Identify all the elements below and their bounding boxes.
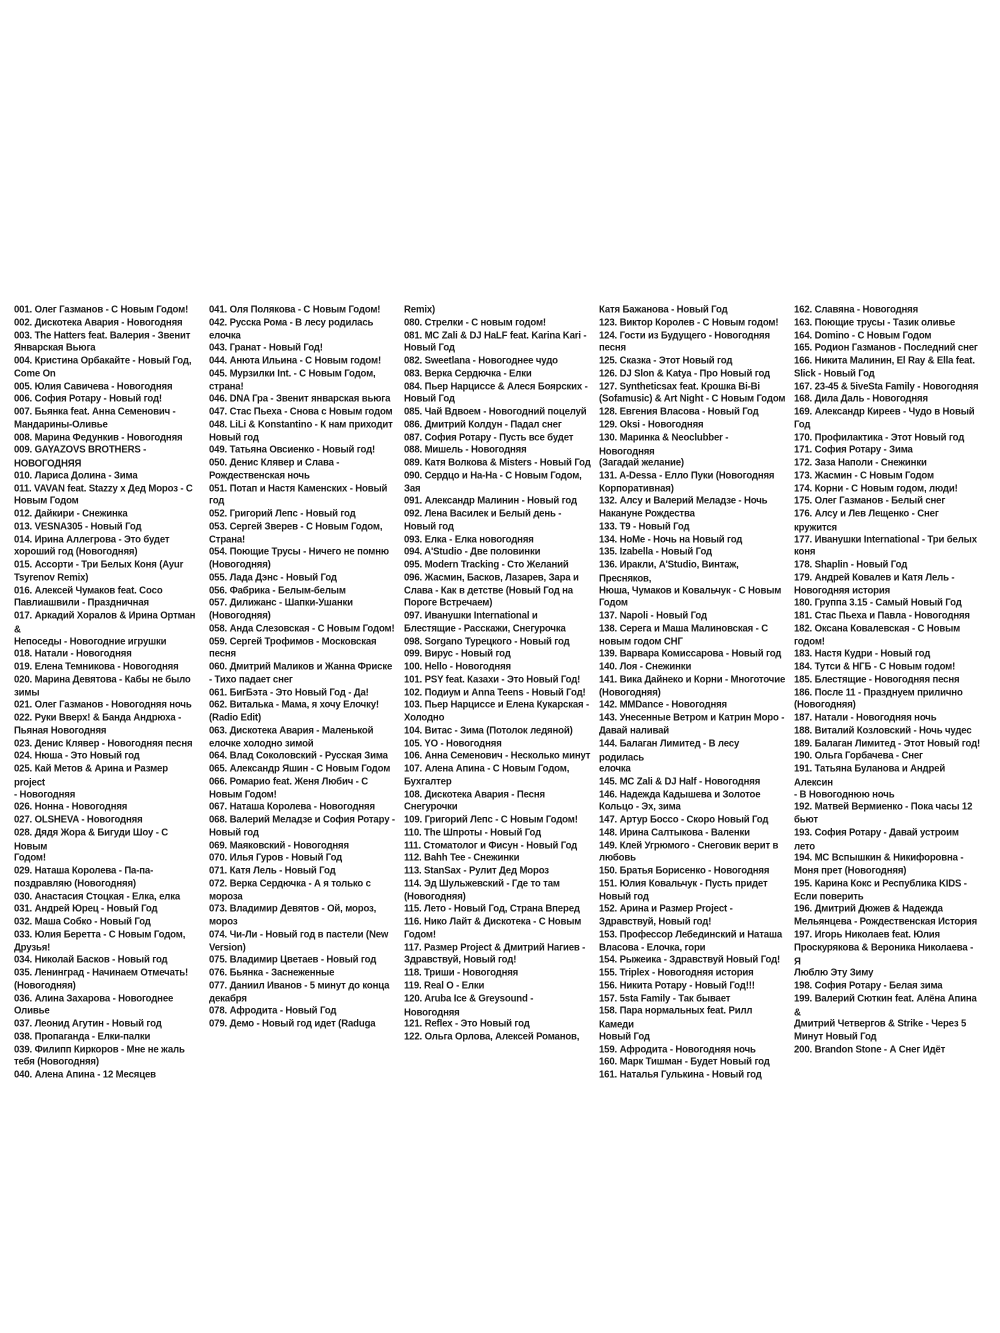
track-line: 098. Sorgano Турецкого - Новый год [404, 635, 570, 648]
tracklist-column-2 [209, 304, 396, 1039]
track-line: 088. Мишель - Новогодняя [404, 444, 527, 457]
track-line: 193. София Ротару - Давай устроим лето [794, 826, 959, 853]
track-line: 173. Жасмин - С Новым Годом [794, 469, 934, 482]
track-line: Кольцо - Эх, зима [599, 801, 681, 814]
track-line: 122. Ольга Орлова, Алексей Романов, [404, 1030, 580, 1043]
track-line: 037. Леонид Агутин - Новый год [14, 1018, 162, 1030]
track-line: (Загадай желание) [599, 457, 684, 469]
track-line: 121. Reflex - Это Новый год [404, 1018, 530, 1030]
track-line: 049. Татьяна Овсиенко - Новый год! [209, 444, 376, 457]
track-line: 127. Syntheticsax feat. Крошка Bi-Bi [599, 380, 760, 393]
track-line: 075. Владимир Цветаев - Новый год [209, 954, 377, 967]
track-line: 170. Профилактика - Этот Новый год [794, 431, 965, 444]
track-line: 120. Aruba Ice & Greysound - Новогодняя [404, 992, 534, 1019]
track-line: страна! [209, 380, 244, 393]
track-line: годом! [794, 635, 825, 648]
track-line: 070. Илья Гуров - Новый Год [209, 852, 343, 865]
track-line: 044. Анюта Ильина - С Новым годом! [209, 355, 382, 367]
track-line: 169. Александр Киреев - Чудо в Новый [794, 406, 975, 418]
track-line: 152. Арина и Размер Project - [599, 903, 733, 916]
track-line: Слава - Как в детстве (Новый Год на [404, 584, 573, 597]
track-line: 084. Пьер Нарциссе & Алеся Боярских - [404, 380, 588, 393]
track-line: Новый год [209, 826, 259, 839]
track-line: 074. Чи-Ли - Новый год в пастели (New [209, 928, 389, 941]
track-line: 085. Чай Вдвоем - Новогодний поцелуй [404, 406, 587, 418]
track-line: новым годом СНГ [599, 635, 683, 648]
track-line: 176. Алсу и Лев Лещенко - Снег кружится [794, 508, 939, 534]
track-line: 035. Ленинград - Начинаем Отмечать! [14, 967, 189, 979]
track-line: 064. Влад Соколовский - Русская Зима [209, 750, 388, 763]
track-line: 103. Пьер Нарциссе и Елена Кукарская - [404, 699, 590, 712]
track-line: 042. Русска Рома - В лесу родилась [209, 316, 374, 329]
track-line: мороза [209, 890, 243, 903]
track-line: Бухгалтер [404, 775, 452, 788]
track-line: 017. Аркадий Хоралов & Ирина Ортман & [14, 610, 196, 636]
track-line: 066. Ромарио feat. Женя Любич - С [209, 775, 368, 788]
track-line: 130. Маринка & Neoclubber - Новогодняя [599, 431, 729, 458]
track-line: 112. Bahh Tee - Снежинки [404, 852, 520, 865]
track-line: Люблю Эту Зиму [794, 967, 874, 979]
track-line: 094. A'Studio - Две половинки [404, 546, 541, 559]
track-line: 057. Дилижанс - Шапки-Ушанки [209, 597, 353, 610]
track-line: 185. Блестящие - Новогодняя песня [794, 673, 960, 686]
track-line: 118. Триши - Новогодняя [404, 967, 519, 979]
track-line: 187. Натали - Новогодняя ночь [794, 712, 937, 724]
track-line: Год [794, 418, 811, 431]
track-line: 024. Нюша - Это Новый год [14, 750, 140, 763]
track-line: 125. Сказка - Этот Новый год [599, 355, 733, 367]
track-line: 078. Афродита - Новый Год [209, 1005, 337, 1018]
track-line: 128. Евгения Власова - Новый Год [599, 406, 759, 418]
track-line: 184. Тутси & НГБ - С Новым годом! [794, 661, 956, 673]
track-line: 138. Серега и Маша Малиновская - С [599, 622, 768, 635]
track-line: 163. Поющие трусы - Тазик оливье [794, 316, 956, 329]
track-line: Годом! [404, 928, 436, 941]
track-line: 156. Никита Ротару - Новый Год!!! [599, 979, 755, 992]
track-line: 198. София Ротару - Белая зима [794, 979, 943, 992]
track-line: Новый год [209, 431, 259, 444]
tracklist-column-4 [599, 304, 786, 1081]
track-line: 003. The Hatters feat. Валерия - Звенит [14, 329, 191, 342]
track-line: (Новогодняя) [209, 559, 271, 571]
track-line: 033. Юлия Беретта - С Новым Годом, [14, 928, 186, 941]
track-line: 016. Алексей Чумаков feat. Coco [14, 584, 163, 597]
track-line: мороз [209, 916, 238, 928]
track-line: Новый Год [404, 342, 455, 355]
track-line: коня [794, 546, 816, 559]
track-line: 076. Бьянка - Заснеженные [209, 967, 335, 979]
track-line: 166. Никита Малинин, El Ray & Ella feat. [794, 355, 975, 367]
track-line: 089. Катя Волкова & Misters - Новый Год [404, 457, 591, 469]
track-line: 140. Лоя - Снежинки [599, 661, 692, 673]
track-line: Катя Бажанова - Новый Год [599, 304, 728, 316]
track-line: 015. Ассорти - Три Белых Коня (Ayur [14, 559, 184, 571]
track-line: 062. Виталька - Мама, я хочу Елочку! [209, 699, 379, 712]
track-line: 151. Юлия Ковальчук - Пусть придет [599, 877, 768, 890]
track-line: 158. Пара нормальных feat. Рилл Камеди [599, 1005, 753, 1031]
track-line: 055. Лада Дэнс - Новый Год [209, 571, 337, 584]
track-line: Новогодняя история [794, 584, 891, 597]
track-line: 104. Витас - Зима (Потолок ледяной) [404, 724, 573, 737]
track-line: 073. Владимир Девятов - Ой, мороз, [209, 903, 377, 916]
track-line: Если поверить [794, 890, 864, 903]
track-line: любовь [599, 852, 636, 865]
track-line: 164. Domino - С Новым Годом [794, 329, 932, 342]
track-line: 150. Братья Борисенко - Новогодняя [599, 865, 770, 877]
track-line: 048. LiLi & Konstantino - К нам приходит [209, 418, 393, 431]
track-line: 053. Сергей Зверев - С Новым Годом, [209, 520, 383, 533]
track-line: 192. Матвей Вермиенко - Пока часы 12 [794, 801, 973, 814]
track-line: 186. После 11 - Празднуем прилично [794, 686, 963, 699]
track-line: 188. Виталий Козловский - Ночь чудес [794, 724, 972, 737]
track-line: 014. Ирина Аллегрова - Это будет [14, 533, 170, 546]
track-line: 039. Филипп Киркоров - Мне не жаль [14, 1043, 185, 1056]
track-line: 155. Triplex - Новогодняя история [599, 967, 754, 979]
track-line: 154. Рыжеика - Здравствуй Новый Год! [599, 954, 781, 967]
track-line: 095. Modern Tracking - Сто Желаний [404, 559, 569, 571]
track-line: 052. Григорий Лепс - Новый год [209, 508, 356, 520]
track-line: Блестящие - Расскажи, Снегурочка [404, 622, 566, 635]
track-line: 059. Сергей Трофимов - Московская [209, 635, 377, 648]
track-line: 102. Подиум и Anna Teens - Новый Год! [404, 686, 586, 699]
track-line: 116. Нико Лайт & Дискотека - С Новым [404, 916, 582, 928]
track-line: Моня прет (Новогодняя) [794, 865, 907, 877]
track-line: 060. Дмитрий Маликов и Жанна Фриске [209, 661, 393, 673]
track-line: 001. Олег Газманов - С Новым Годом! [14, 304, 189, 316]
track-line: Новый Год [599, 1030, 650, 1043]
track-line: 191. Татьяна Буланова и Андрей Алексин [794, 763, 946, 789]
track-line: 126. DJ Slon & Katya - Про Новый год [599, 367, 770, 380]
track-line: 109. Григорий Лепс - С Новым Годом! [404, 814, 578, 826]
track-line: 010. Лариса Долина - Зима [14, 469, 138, 482]
track-line: песня [599, 342, 626, 355]
track-line: 045. Мурзилки Int. - С Новым Годом, [209, 367, 376, 380]
track-line: 157. 5sta Family - Так бывает [599, 992, 731, 1005]
track-line: Пьяная Новогодняя [14, 724, 107, 737]
track-line: Власова - Елочка, гори [599, 941, 706, 954]
track-line: Новый год [404, 520, 454, 533]
track-line: 046. DNA Гра - Звенит январская вьюга [209, 393, 391, 406]
track-line: 174. Корни - С Новым годом, люди! [794, 482, 958, 495]
track-line: 105. YO - Новогодняя [404, 737, 502, 750]
track-line: 047. Стас Пьеха - Снова с Новым годом [209, 406, 393, 418]
track-line: Дмитрий Четвергов & Strike - Через 5 [794, 1018, 967, 1030]
track-line: Холодно [404, 712, 445, 724]
track-line: песня [209, 648, 236, 661]
track-line: 199. Валерий Сюткин feat. Алёна Апина & [794, 992, 977, 1019]
track-line: 018. Натали - Новогодняя [14, 648, 132, 661]
track-line: - Тихо падает снег [209, 673, 293, 686]
track-line: 082. Sweetlana - Новогоднее чудо [404, 355, 558, 367]
track-line: 132. Алсу и Валерий Меладзе - Ночь [599, 495, 768, 508]
track-line: 146. Надежда Кадышева и Золотое [599, 788, 761, 801]
track-line: 200. Brandon Stone - А Снег Идёт [794, 1043, 946, 1056]
tracklist-column-3 [404, 304, 591, 1043]
track-line: 137. Napoli - Новый Год [599, 610, 707, 622]
track-line: 038. Пропаганда - Елки-палки [14, 1030, 151, 1043]
track-line: - В Новогоднюю ночь [794, 788, 895, 801]
track-line: 092. Лена Василек и Белый день - [404, 508, 562, 520]
track-line: Страна! [209, 533, 246, 546]
track-line: год [209, 495, 225, 508]
track-line: 101. PSY feat. Казахи - Это Новый Год! [404, 673, 581, 686]
track-line: Remix) [404, 304, 436, 316]
track-line: елочке холодно зимой [209, 737, 314, 750]
track-line: 178. Shaplin - Новый Год [794, 559, 908, 571]
track-line: 136. Иракли, A'Studio, Винтаж, Пресняков, [599, 559, 739, 585]
track-line: 106. Анна Семенович - Несколько минут [404, 750, 591, 763]
track-line: (Новогодняя) [404, 890, 466, 903]
track-line: 135. Izabella - Новый Год [599, 546, 713, 559]
track-line: зимы [14, 686, 40, 699]
track-line: Пороге Встречаем) [404, 597, 493, 610]
track-line: 196. Дмитрий Дюжев & Надежда [794, 903, 943, 916]
track-line: 058. Анда Слезовская - С Новым Годом! [209, 622, 395, 635]
track-line: 097. Иванушки International и [404, 610, 538, 622]
track-line: 107. Алена Апина - С Новым Годом, [404, 763, 570, 775]
track-line: 061. БигБэта - Это Новый Год - Да! [209, 686, 369, 699]
track-line: Новым Годом! [209, 788, 277, 801]
track-line: 110. The Шпроты - Новый Год [404, 826, 542, 839]
track-line: Новый год [599, 890, 649, 903]
track-line: 149. Клей Угрюмого - Снеговик верит в [599, 839, 779, 852]
track-line: 148. Ирина Салтыкова - Валенки [599, 826, 750, 839]
track-line: 021. Олег Газманов - Новогодняя ночь [14, 699, 192, 712]
track-line: 189. Балаган Лимитед - Этот Новый год! [794, 737, 981, 750]
track-line: 006. София Ротару - Новый год! [14, 393, 162, 406]
track-line: 080. Стрелки - С новым годом! [404, 316, 546, 329]
track-line: 026. Нонна - Новогодняя [14, 801, 128, 814]
track-line: Здравствуй, Новый год! [599, 916, 712, 928]
track-line: 139. Варвара Комиссарова - Новый год [599, 648, 782, 661]
track-line: 022. Руки Вверх! & Банда Андрюха - [14, 712, 182, 724]
track-line: 195. Карина Кокс и Республика KIDS - [794, 877, 967, 890]
track-line: 032. Маша Собко - Новый Год [14, 916, 151, 928]
track-line: Нюша, Чумаков и Ковальчук - С Новым [599, 584, 782, 597]
track-line: 100. Hello - Новогодняя [404, 661, 511, 673]
track-line: 020. Марина Девятова - Кабы не было [14, 673, 191, 686]
track-line: 133. Т9 - Новый Год [599, 520, 690, 533]
track-line: 036. Алина Захарова - Новогоднее [14, 992, 174, 1005]
track-line: 167. 23-45 & 5ivеSta Family - Новогодняя [794, 380, 979, 393]
track-line: 159. Афродита - Новогодняя ночь [599, 1043, 756, 1056]
track-line: 171. София Ротару - Зима [794, 444, 913, 457]
track-line: 177. Иванушки International - Три белых [794, 533, 977, 546]
track-line: Tsyrenov Remix) [14, 571, 89, 584]
track-line: Павлиашвили - Праздничная [14, 597, 149, 610]
track-line: Проскурякова & Вероника Николаева - Я [794, 941, 974, 968]
track-line: 096. Жасмин, Басков, Лазарев, Зара и [404, 571, 579, 584]
track-line: 115. Лето - Новый Год, Страна Вперед [404, 903, 580, 916]
track-line: 180. Группа 3.15 - Самый Новый Год [794, 597, 962, 610]
track-line: 040. Алена Апина - 12 Месяцев [14, 1069, 156, 1081]
track-line: 175. Олег Газманов - Белый снег [794, 495, 946, 508]
track-line: 043. Гранат - Новый Год! [209, 342, 323, 355]
tracklist-column-1 [14, 304, 201, 1081]
track-line: 086. Дмитрий Колдун - Падал снег [404, 418, 562, 431]
track-line: Годом [599, 597, 628, 610]
track-line: елочка [209, 329, 241, 342]
track-line: Come On [14, 367, 56, 380]
track-line: 031. Андрей Юрец - Новый Год [14, 903, 158, 916]
track-line: декабря [209, 992, 247, 1005]
track-line: Мельянцева - Рождественская История [794, 916, 978, 928]
track-line: поздравляю (Новогодняя) [14, 877, 136, 890]
track-line: 153. Профессор Лебединский и Наташа [599, 928, 783, 941]
track-line: 119. Real O - Елки [404, 979, 485, 992]
track-line: 005. Юлия Савичева - Новогодняя [14, 380, 173, 393]
track-line: 182. Оксана Ковалевская - С Новым [794, 622, 961, 635]
track-line: 168. Дила Даль - Новогодняя [794, 393, 928, 406]
track-line: 142. MMDance - Новогодняя [599, 699, 727, 712]
track-line: 063. Дискотека Авария - Маленькой [209, 724, 374, 737]
track-line: (Radio Edit) [209, 712, 262, 724]
track-line: 113. StanSax - Рулит Дед Мороз [404, 865, 549, 877]
track-line: 134. НоМе - Ночь на Новый год [599, 533, 743, 546]
track-line: Новым Годом [14, 495, 79, 508]
track-line: 065. Александр Яшин - С Новым Годом [209, 763, 391, 775]
track-line: 050. Денис Клявер и Слава - [209, 457, 340, 469]
track-line: Друзья! [14, 941, 51, 954]
track-line: Годом! [14, 852, 46, 865]
track-line: 069. Маяковский - Новогодняя [209, 839, 349, 852]
track-line: 027. OLSHEVA - Новогодняя [14, 814, 143, 826]
track-line: (Sofamusic) & Art Night - С Новым Годом [599, 393, 786, 406]
track-line: 077. Даниил Иванов - 5 минут до конца [209, 979, 390, 992]
track-line: Снегурочки [404, 801, 458, 814]
track-line: 028. Дядя Жора & Бигуди Шоу - С Новым [14, 826, 169, 853]
track-line: 009. GAYAZOVS BROTHERS - НОВОГОДНЯЯ [14, 444, 147, 470]
track-line: 002. Дискотека Авария - Новогодняя [14, 316, 183, 329]
track-line: Зая [404, 482, 421, 495]
track-line: 143. Унесенные Ветром и Катрин Моро - [599, 712, 785, 724]
track-line: 179. Андрей Ковалев и Катя Лель - [794, 571, 955, 584]
track-line: 161. Наталья Гулькина - Новый год [599, 1069, 762, 1081]
track-line: Новый Год [404, 393, 455, 406]
track-line: Корпоративная) [599, 482, 674, 495]
track-line: 181. Стас Пьеха и Павла - Новогодняя [794, 610, 970, 622]
track-line: 090. Сердцо и На-На - С Новым Годом, [404, 469, 582, 482]
track-line: 183. Настя Кудри - Новый год [794, 648, 931, 661]
track-line: тебя (Новогодняя) [14, 1056, 99, 1069]
track-line: 141. Вика Дайнеко и Корни - Многоточие [599, 673, 786, 686]
track-line: 108. Дискотека Авария - Песня [404, 788, 545, 801]
track-line: 004. Кристина Орбакайте - Новый Год, [14, 355, 192, 367]
track-line: 013. VESNA305 - Новый Год [14, 520, 142, 533]
track-line: Здравствуй, Новый год! [404, 954, 517, 967]
track-line: (Новогодняя) [14, 979, 76, 992]
track-line: 144. Балаган Лимитед - В лесу родилась [599, 737, 740, 764]
track-line: - Новогодняя [14, 788, 76, 801]
track-line: 030. Анастасия Стоцкая - Елка, елка [14, 890, 181, 903]
track-line: 197. Игорь Николаев feat. Юлия [794, 928, 940, 941]
track-line: Рождественская ночь [209, 469, 310, 482]
track-line: 012. Дайкири - Снежинка [14, 508, 128, 520]
track-line: 162. Славяна - Новогодняя [794, 304, 919, 316]
track-line: Version) [209, 941, 246, 954]
track-line: 068. Валерий Меладзе и София Ротару - [209, 814, 395, 826]
track-line: 083. Верка Сердючка - Елки [404, 367, 532, 380]
track-line: 099. Вирус - Новый год [404, 648, 511, 661]
track-line: 091. Александр Малинин - Новый год [404, 495, 577, 508]
track-line: 007. Бьянка feat. Анна Семенович - [14, 406, 176, 418]
tracklist-sheet [14, 304, 989, 1081]
track-line: 072. Верка Сердючка - А я только с [209, 877, 371, 890]
track-line: Давай наливай [599, 724, 670, 737]
track-line: 054. Поющие Трусы - Ничего не помню [209, 546, 389, 559]
track-line: 165. Родион Газманов - Последний снег [794, 342, 978, 355]
track-line: 034. Николай Басков - Новый год [14, 954, 168, 967]
tracklist-column-5 [794, 304, 981, 1056]
track-line: 011. VAVAN feat. Stazzy х Дед Мороз - С [14, 482, 193, 495]
track-line: Январская Вьюга [14, 342, 96, 355]
track-line: 008. Марина Федункив - Новогодняя [14, 431, 183, 444]
track-line: 025. Кай Метов & Арина и Размер project [14, 763, 168, 789]
track-line: 124. Гости из Будущего - Новогодняя [599, 329, 770, 342]
track-line: 190. Ольга Горбачева - Снег [794, 750, 923, 763]
track-line: Оливье [14, 1005, 50, 1018]
track-line: 019. Елена Темникова - Новогодняя [14, 661, 179, 673]
track-line: 081. MC Zali & DJ HaLF feat. Karina Kari - [404, 329, 587, 342]
track-line: 172. Заза Наполи - Снежинки [794, 457, 927, 469]
track-line: 129. Oksi - Новогодняя [599, 418, 704, 431]
track-line: (Новогодняя) [599, 686, 661, 699]
track-line: 131. A-Dessa - Елло Пуки (Новогодняя [599, 469, 775, 482]
track-line: 114. Эд Шульжевский - Где то там [404, 877, 560, 890]
track-line: 067. Наташа Королева - Новогодняя [209, 801, 375, 814]
track-line: (Новогодняя) [794, 699, 856, 712]
track-line: бьют [794, 814, 818, 826]
track-line: 147. Артур Боссо - Скоро Новый Год [599, 814, 769, 826]
track-line: 093. Елка - Елка новогодняя [404, 533, 534, 546]
track-line: Минут Новый Год [794, 1030, 877, 1043]
track-line: 041. Оля Полякова - С Новым Годом! [209, 304, 381, 316]
track-line: 051. Потап и Настя Каменских - Новый [209, 482, 388, 495]
track-line: 079. Демо - Новый год идет (Raduga [209, 1018, 376, 1030]
track-line: 194. MC Вспышкин & Никифоровна - [794, 852, 964, 865]
track-line: Мандарины-Оливье [14, 418, 108, 431]
track-line: 023. Денис Клявер - Новогодняя песня [14, 737, 193, 750]
track-line: Накануне Рождества [599, 508, 695, 520]
track-line: 123. Виктор Королев - С Новым годом! [599, 316, 779, 329]
track-line: Непоседы - Новогодние игрушки [14, 635, 167, 648]
track-line: 029. Наташа Королева - Па-па- [14, 865, 154, 877]
track-line: 160. Марк Тишман - Будет Новый год [599, 1056, 770, 1069]
track-line: 071. Катя Лель - Новый Год [209, 865, 336, 877]
track-line: (Новогодняя) [209, 610, 271, 622]
track-line: Slick - Новый Год [794, 367, 875, 380]
track-line: 117. Размер Project & Дмитрий Нагиев - [404, 941, 586, 954]
track-line: 056. Фабрика - Белым-белым [209, 584, 346, 597]
track-line: хороший год (Новогодняя) [14, 546, 138, 559]
track-line: 087. София Ротару - Пусть все будет [404, 431, 574, 444]
track-line: елочка [599, 763, 631, 775]
track-line: 111. Стоматолог и Фисун - Новый Год [404, 839, 578, 852]
track-line: 145. MC Zali & DJ Half - Новогодняя [599, 775, 761, 788]
